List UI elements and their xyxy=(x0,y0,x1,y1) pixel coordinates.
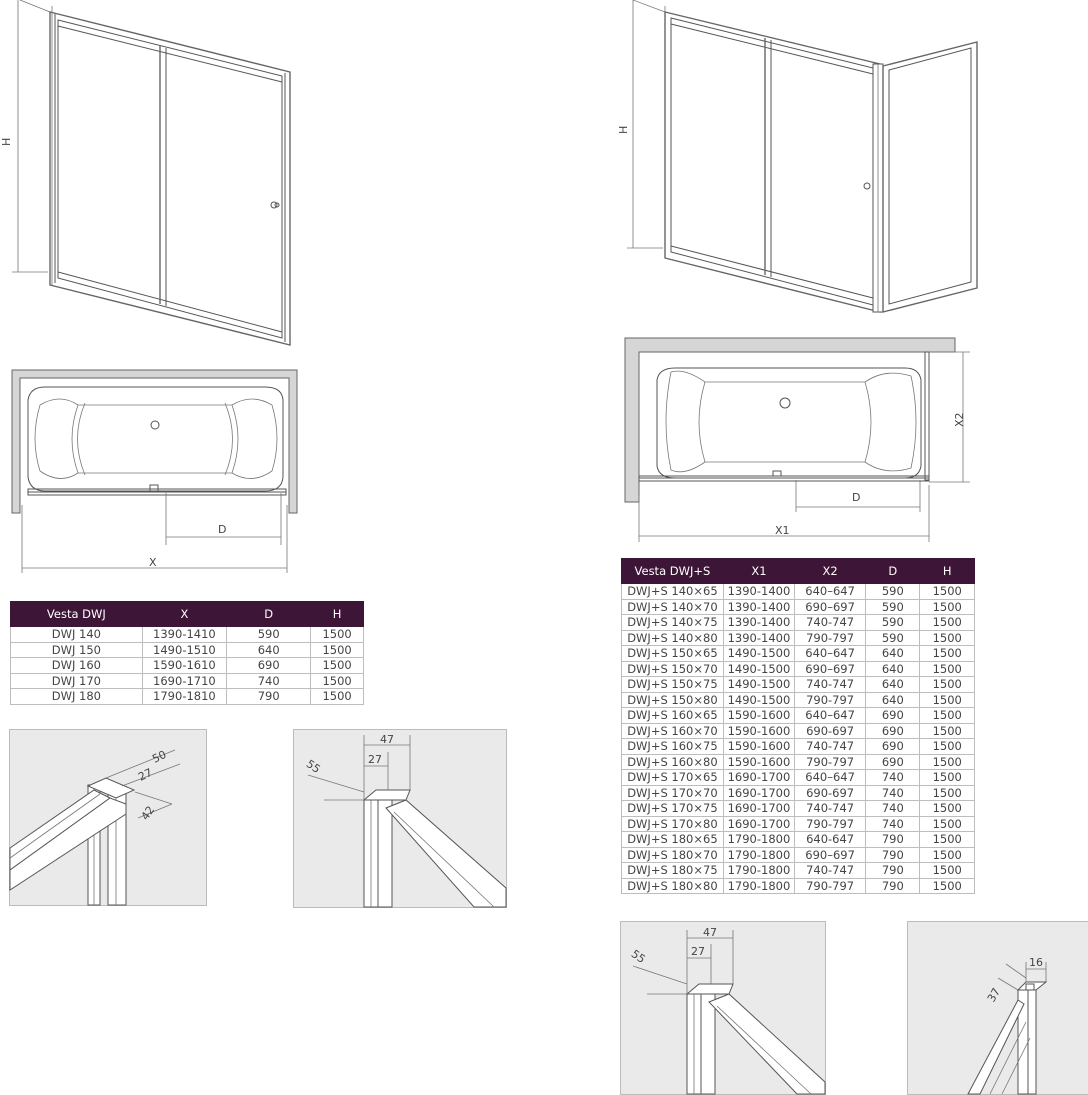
table-cell: 1490-1500 xyxy=(723,661,794,677)
dim-label: 16 xyxy=(1029,956,1043,969)
table-cell: 1500 xyxy=(311,627,364,643)
table-cell: DWJ+S 170×80 xyxy=(622,816,724,832)
table-cell: 740 xyxy=(866,785,920,801)
table-cell: 590 xyxy=(866,599,920,615)
left-h-label: H xyxy=(0,137,13,146)
left-x-label: X xyxy=(149,556,157,569)
right-x1-label: X1 xyxy=(775,524,790,537)
left-top-view xyxy=(0,365,300,580)
table-cell: 590 xyxy=(866,584,920,600)
table-row xyxy=(622,615,975,631)
table-cell: DWJ 160 xyxy=(11,658,143,674)
table-row xyxy=(622,770,975,786)
left-detail-b xyxy=(293,729,507,908)
table-cell: 690 xyxy=(866,723,920,739)
table-cell: DWJ+S 170×65 xyxy=(622,770,724,786)
table-row xyxy=(622,816,975,832)
right-detail-c xyxy=(620,921,826,1095)
table-cell: DWJ+S 150×80 xyxy=(622,692,724,708)
table-cell: DWJ+S 160×80 xyxy=(622,754,724,770)
table-cell: 1500 xyxy=(920,615,975,631)
right-front-view xyxy=(615,0,985,320)
table-cell: 740-747 xyxy=(795,863,866,879)
table-cell: DWJ+S 170×70 xyxy=(622,785,724,801)
table-cell: 640–647 xyxy=(795,646,866,662)
table-cell: 1690-1700 xyxy=(723,785,794,801)
table-cell: 790 xyxy=(866,863,920,879)
table-cell: 690 xyxy=(866,754,920,770)
table-cell: 740-747 xyxy=(795,615,866,631)
table-cell: DWJ+S 160×65 xyxy=(622,708,724,724)
table-cell: 1500 xyxy=(920,801,975,817)
table-header-cell: Vesta DWJ+S xyxy=(622,559,724,584)
table-cell: DWJ+S 180×65 xyxy=(622,832,724,848)
dim-label: 47 xyxy=(380,733,394,746)
table-cell: 1500 xyxy=(920,708,975,724)
dim-label: 55 xyxy=(628,947,648,967)
table-header-cell: Vesta DWJ xyxy=(11,602,143,627)
table-cell: 1490-1500 xyxy=(723,677,794,693)
table-cell: 790 xyxy=(866,878,920,894)
table-cell: DWJ+S 140×75 xyxy=(622,615,724,631)
table-header-cell: H xyxy=(311,602,364,627)
table-cell: 640 xyxy=(866,677,920,693)
table-row xyxy=(622,661,975,677)
table-cell: 590 xyxy=(866,615,920,631)
table-cell: 1590-1600 xyxy=(723,723,794,739)
table-cell: 790-797 xyxy=(795,692,866,708)
table-cell: 1690-1700 xyxy=(723,770,794,786)
table-cell: 1500 xyxy=(920,646,975,662)
table-cell: 690 xyxy=(866,739,920,755)
table-row xyxy=(622,708,975,724)
table-row xyxy=(622,785,975,801)
table-row xyxy=(622,692,975,708)
table-row xyxy=(11,689,364,705)
dim-label: 27 xyxy=(136,766,155,784)
table-cell: DWJ+S 140×80 xyxy=(622,630,724,646)
table-cell: 740 xyxy=(866,770,920,786)
table-cell: 1690-1700 xyxy=(723,801,794,817)
table-cell: 1500 xyxy=(920,661,975,677)
table-cell: 1590-1600 xyxy=(723,708,794,724)
table-row xyxy=(622,630,975,646)
table-cell: 690–697 xyxy=(795,661,866,677)
table-cell: 1690-1700 xyxy=(723,816,794,832)
table-cell: 1500 xyxy=(311,642,364,658)
dim-label: 55 xyxy=(303,757,323,777)
right-d-label: D xyxy=(852,491,861,504)
right-detail-d xyxy=(907,921,1088,1095)
table-cell: 640–647 xyxy=(795,584,866,600)
table-header-cell: D xyxy=(227,602,311,627)
table-cell: 1390-1400 xyxy=(723,630,794,646)
right-spec-table xyxy=(621,558,975,894)
table-cell: 790-797 xyxy=(795,878,866,894)
table-cell: 1490-1510 xyxy=(142,642,226,658)
table-cell: 1790-1810 xyxy=(142,689,226,705)
table-cell: 740 xyxy=(866,816,920,832)
table-cell: 1790-1800 xyxy=(723,863,794,879)
table-cell: 1500 xyxy=(920,677,975,693)
table-cell: 690-697 xyxy=(795,785,866,801)
table-cell: 1500 xyxy=(920,770,975,786)
table-cell: 1500 xyxy=(311,658,364,674)
dim-label: 42 xyxy=(138,803,158,823)
table-cell: DWJ 180 xyxy=(11,689,143,705)
table-row xyxy=(622,646,975,662)
table-cell: DWJ+S 150×75 xyxy=(622,677,724,693)
table-cell: 690 xyxy=(866,708,920,724)
table-cell: 640 xyxy=(866,692,920,708)
table-cell: 740-747 xyxy=(795,677,866,693)
table-cell: 1500 xyxy=(920,630,975,646)
dim-label: 47 xyxy=(703,926,717,939)
table-cell: 640 xyxy=(227,642,311,658)
table-row xyxy=(11,658,364,674)
table-cell: 790 xyxy=(866,847,920,863)
table-row xyxy=(622,584,975,600)
table-cell: 740-747 xyxy=(795,739,866,755)
table-cell: 1500 xyxy=(920,723,975,739)
table-cell: 1490-1500 xyxy=(723,646,794,662)
table-header-cell: X xyxy=(142,602,226,627)
table-cell: 640 xyxy=(866,646,920,662)
table-cell: 640-647 xyxy=(795,832,866,848)
table-cell: 1790-1800 xyxy=(723,878,794,894)
table-cell: 1500 xyxy=(920,754,975,770)
table-cell: 740 xyxy=(866,801,920,817)
table-cell: 1500 xyxy=(920,816,975,832)
table-cell: 790-797 xyxy=(795,630,866,646)
table-header-row xyxy=(622,559,975,584)
table-cell: 1390-1410 xyxy=(142,627,226,643)
table-cell: 1390-1400 xyxy=(723,584,794,600)
table-cell: DWJ+S 150×70 xyxy=(622,661,724,677)
table-cell: 1500 xyxy=(920,832,975,848)
left-spec-table xyxy=(10,601,364,705)
table-cell: 1590-1600 xyxy=(723,739,794,755)
table-row xyxy=(622,832,975,848)
table-row xyxy=(622,677,975,693)
table-cell: DWJ+S 140×65 xyxy=(622,584,724,600)
table-row xyxy=(11,673,364,689)
table-cell: 1500 xyxy=(920,878,975,894)
table-header-cell: H xyxy=(920,559,975,584)
table-cell: DWJ 140 xyxy=(11,627,143,643)
table-cell: DWJ+S 160×75 xyxy=(622,739,724,755)
right-x2-label: X2 xyxy=(953,412,966,427)
table-row xyxy=(622,739,975,755)
table-cell: 690-697 xyxy=(795,723,866,739)
table-cell: 640 xyxy=(866,661,920,677)
table-cell: 1690-1710 xyxy=(142,673,226,689)
table-row xyxy=(622,878,975,894)
table-cell: 1500 xyxy=(920,785,975,801)
table-cell: 790 xyxy=(866,832,920,848)
table-cell: 1590-1600 xyxy=(723,754,794,770)
table-cell: 1500 xyxy=(920,584,975,600)
dim-label: 27 xyxy=(368,753,382,766)
table-cell: 640–647 xyxy=(795,708,866,724)
table-row xyxy=(11,642,364,658)
table-cell: DWJ 170 xyxy=(11,673,143,689)
dim-label: 27 xyxy=(691,945,705,958)
table-cell: 690 xyxy=(227,658,311,674)
table-cell: 790-797 xyxy=(795,754,866,770)
table-cell: 1590-1610 xyxy=(142,658,226,674)
right-h-label: H xyxy=(617,125,630,134)
table-cell: DWJ+S 150×65 xyxy=(622,646,724,662)
table-cell: 1500 xyxy=(311,673,364,689)
table-cell: 1500 xyxy=(920,847,975,863)
table-cell: DWJ+S 170×75 xyxy=(622,801,724,817)
left-front-view xyxy=(0,0,300,350)
left-detail-a xyxy=(9,729,207,906)
table-cell: DWJ+S 180×80 xyxy=(622,878,724,894)
table-row xyxy=(622,723,975,739)
table-cell: DWJ+S 140×70 xyxy=(622,599,724,615)
table-cell: DWJ+S 180×75 xyxy=(622,863,724,879)
table-cell: 1500 xyxy=(920,599,975,615)
table-cell: 590 xyxy=(227,627,311,643)
table-cell: 740-747 xyxy=(795,801,866,817)
table-cell: 1790-1800 xyxy=(723,832,794,848)
table-cell: 590 xyxy=(866,630,920,646)
dim-label: 50 xyxy=(150,748,169,766)
left-d-label: D xyxy=(218,523,227,536)
table-cell: 790 xyxy=(227,689,311,705)
table-cell: 1790-1800 xyxy=(723,847,794,863)
table-cell: 1390-1400 xyxy=(723,615,794,631)
table-cell: DWJ 150 xyxy=(11,642,143,658)
table-cell: DWJ+S 160×70 xyxy=(622,723,724,739)
table-cell: 1500 xyxy=(920,739,975,755)
dim-label: 37 xyxy=(984,985,1004,1005)
table-header-row xyxy=(11,602,364,627)
table-cell: 1500 xyxy=(920,692,975,708)
table-row xyxy=(622,754,975,770)
table-cell: 640–647 xyxy=(795,770,866,786)
table-header-cell: X2 xyxy=(795,559,866,584)
table-cell: 790-797 xyxy=(795,816,866,832)
table-cell: 740 xyxy=(227,673,311,689)
table-cell: 690–697 xyxy=(795,599,866,615)
table-row xyxy=(11,627,364,643)
table-cell: 1500 xyxy=(920,863,975,879)
table-cell: 1490-1500 xyxy=(723,692,794,708)
table-header-cell: D xyxy=(866,559,920,584)
table-row xyxy=(622,847,975,863)
table-cell: DWJ+S 180×70 xyxy=(622,847,724,863)
table-header-cell: X1 xyxy=(723,559,794,584)
table-cell: 690–697 xyxy=(795,847,866,863)
table-cell: 1390-1400 xyxy=(723,599,794,615)
table-row xyxy=(622,801,975,817)
right-top-view xyxy=(615,330,985,545)
table-row xyxy=(622,863,975,879)
table-row xyxy=(622,599,975,615)
table-cell: 1500 xyxy=(311,689,364,705)
